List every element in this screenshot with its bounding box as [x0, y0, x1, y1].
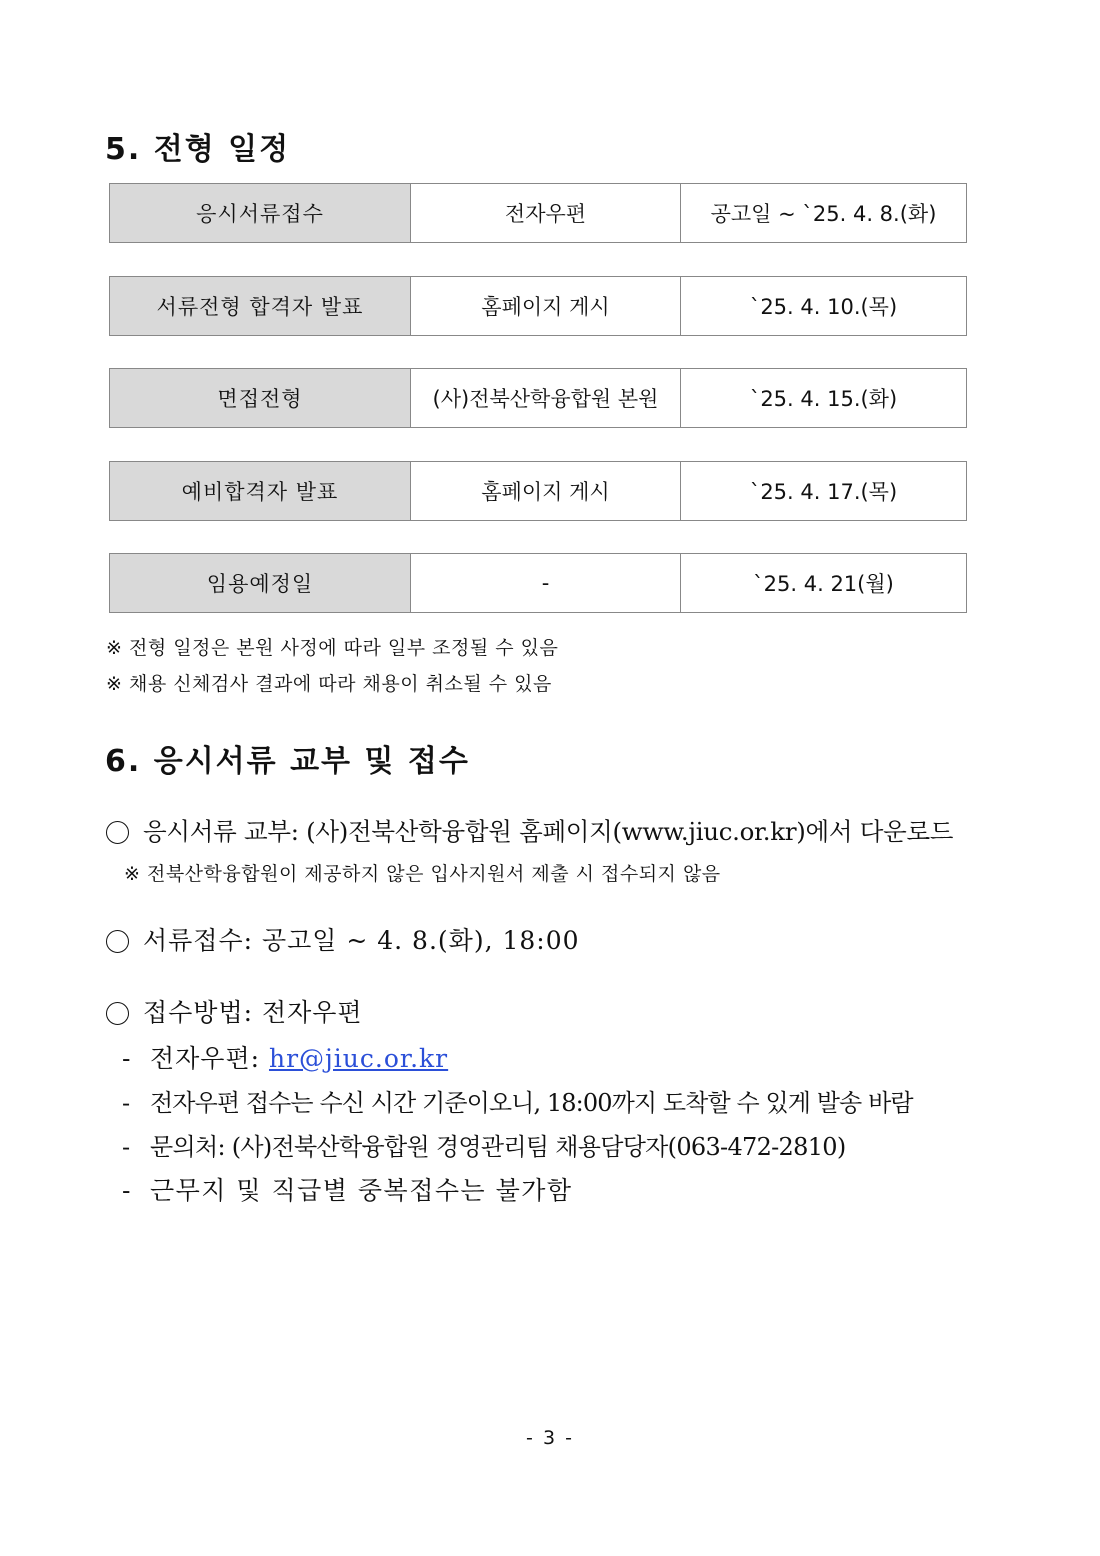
email-label: 전자우편: [150, 1044, 261, 1073]
page-number: - 3 - [526, 1427, 574, 1449]
dash-item-text: 전자우편 접수는 수신 시간 기준이오니, 18:00까지 도착할 수 있게 발송 바람 [150, 1089, 913, 1117]
schedule-date: `25. 4. 21(월) [681, 554, 967, 613]
schedule-method: 전자우편 [411, 184, 681, 243]
schedule-stage: 임용예정일 [110, 554, 411, 613]
dash-item [122, 1083, 913, 1118]
schedule-row [109, 553, 967, 613]
circle-bullet-icon [106, 821, 129, 844]
dash-bullet: - [122, 1044, 132, 1073]
schedule-method: 홈페이지 게시 [411, 462, 681, 521]
schedule-note: ※ 채용 신체검사 결과에 따라 채용이 취소될 수 있음 [106, 673, 552, 695]
section-6-title: 6. 응시서류 교부 및 접수 [105, 744, 470, 779]
schedule-date: 공고일 ~ `25. 4. 8.(화) [681, 184, 967, 243]
email-line [122, 1039, 448, 1075]
schedule-method: - [411, 554, 681, 613]
schedule-date: `25. 4. 17.(목) [681, 462, 967, 521]
schedule-stage: 서류전형 합격자 발표 [110, 277, 411, 336]
application-form-note: ※ 전북산학융합원이 제공하지 않은 입사지원서 제출 시 접수되지 않음 [124, 863, 721, 885]
circle-bullet-icon [106, 1002, 129, 1025]
dash-item [122, 1171, 573, 1207]
schedule-method: (사)전북산학융합원 본원 [411, 369, 681, 428]
schedule-row [109, 183, 967, 243]
schedule-stage: 예비합격자 발표 [110, 462, 411, 521]
email-link[interactable]: hr@jiuc.or.kr [268, 1044, 449, 1073]
schedule-date: `25. 4. 10.(목) [681, 277, 967, 336]
section-5-title: 5. 전형 일정 [105, 132, 291, 167]
dash-bullet: - [122, 1089, 130, 1117]
submission-method-text: 접수방법: 전자우편 [143, 998, 363, 1027]
schedule-row [109, 461, 967, 521]
document-submission-item [106, 921, 580, 957]
schedule-note: ※ 전형 일정은 본원 사정에 따라 일부 조정될 수 있음 [106, 637, 559, 659]
schedule-stage: 응시서류접수 [110, 184, 411, 243]
schedule-row [109, 276, 967, 336]
schedule-stage: 면접전형 [110, 369, 411, 428]
document-distribution-text: 응시서류 교부: (사)전북산학융합원 홈페이지(www.jiuc.or.kr)에서 다운로드 [143, 817, 954, 846]
dash-item-text: 근무지 및 직급별 중복접수는 불가함 [150, 1176, 573, 1205]
dash-bullet: - [122, 1176, 132, 1205]
schedule-row [109, 368, 967, 428]
dash-item-text: 문의처: (사)전북산학융합원 경영관리팀 채용담당자(063-472-2810) [150, 1133, 846, 1161]
schedule-method: 홈페이지 게시 [411, 277, 681, 336]
dash-item [122, 1127, 846, 1162]
document-submission-text: 서류접수: 공고일 ~ 4. 8.(화), 18:00 [143, 926, 580, 955]
schedule-date: `25. 4. 15.(화) [681, 369, 967, 428]
document-distribution-item [106, 813, 953, 848]
circle-bullet-icon [106, 930, 129, 953]
submission-method-item [106, 993, 363, 1029]
dash-bullet: - [122, 1133, 130, 1161]
